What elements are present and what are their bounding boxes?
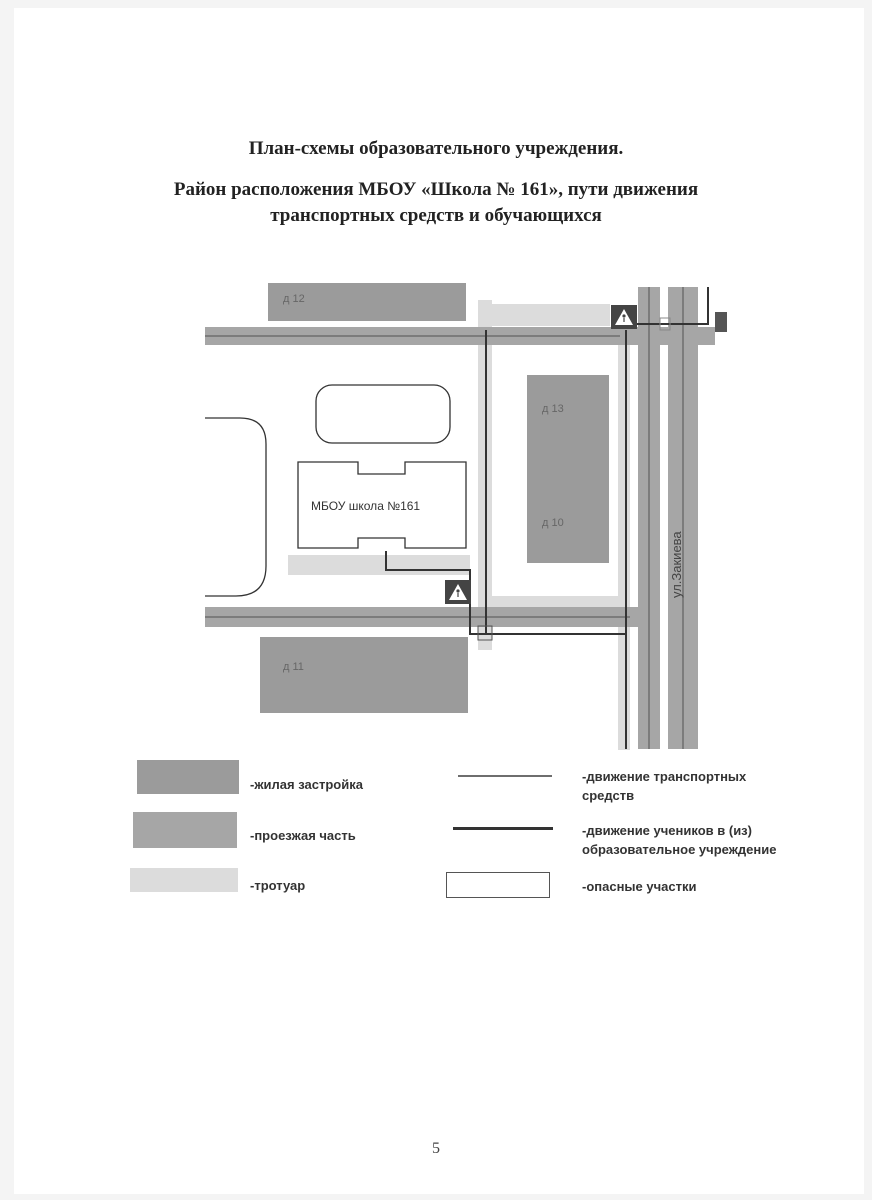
legend-label-vehicle-route-line2: средств: [582, 788, 635, 803]
subtitle-line-2: транспортных средств и обучающихся: [270, 205, 602, 226]
legend-swatch-vehicle-route: [458, 775, 552, 777]
legend-label-danger-zones: -опасные участки: [582, 879, 697, 894]
legend-label-residential: -жилая застройка: [250, 777, 363, 792]
sports-ground-outline: [316, 385, 450, 443]
building-d11: [260, 637, 468, 713]
legend-swatch-student-route: [453, 827, 553, 830]
subtitle-line-1: Район расположения МБОУ «Школа № 161», пути движения: [173, 179, 699, 200]
yard-boundary-outline: [205, 418, 266, 596]
legend-swatch-residential: [137, 760, 239, 794]
residential-buildings: [260, 283, 609, 713]
label-d11: д 11: [283, 661, 304, 673]
street-label-zakieva: ул.Закиева: [669, 531, 684, 598]
legend-label-sidewalk: -тротуар: [250, 878, 306, 893]
pedestrian-crossing-sign-bottom: [445, 580, 471, 604]
legend-label-student-route-line2: образовательное учреждение: [582, 842, 777, 857]
school-label: МБОУ школа №161: [311, 499, 421, 513]
label-d12: д 12: [283, 293, 305, 305]
label-d13: д 13: [542, 403, 564, 415]
page-title: План-схемы образовательного учреждения.: [248, 138, 624, 159]
legend-label-vehicle-route: [582, 767, 746, 805]
pedestrian-crossing-sign-top: [611, 305, 637, 329]
legend-label-vehicle-route-line1: -движение транспортных: [582, 769, 747, 784]
legend-swatch-danger-zones: [446, 872, 550, 898]
sidewalk-school-front: [288, 555, 470, 575]
legend-swatch-sidewalk: [130, 868, 238, 892]
legend-swatch-roadway: [133, 812, 237, 848]
page-number: 5: [432, 1140, 440, 1157]
road-sign-edge: [715, 312, 727, 332]
legend-label-roadway: -проезжая часть: [250, 828, 356, 843]
sidewalk-vertical-right: [618, 330, 630, 750]
sidewalk-top-strip: [484, 304, 610, 326]
label-d10: д 10: [542, 517, 564, 529]
building-d13-d10: [527, 375, 609, 563]
legend-label-student-route-line1: -движение учеников в (из): [582, 823, 752, 838]
legend-label-student-route: [582, 821, 776, 859]
